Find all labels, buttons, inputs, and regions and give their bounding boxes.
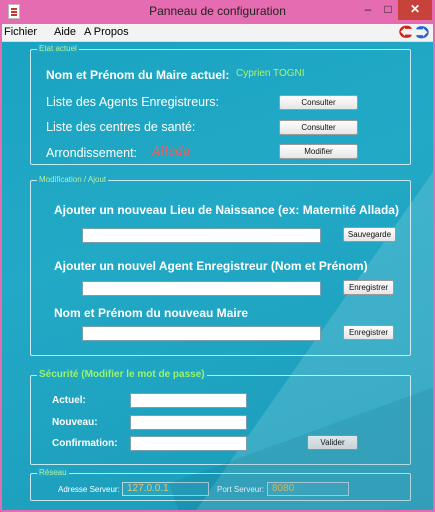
enregistrer-maire-button[interactable]: Enregistrer (343, 325, 394, 340)
arrow-left-icon[interactable]: ⮈ (399, 23, 412, 42)
sauvegarde-button[interactable]: Sauvegarde (343, 227, 396, 242)
arrow-right-icon[interactable]: ⮊ (416, 23, 429, 42)
maximize-button[interactable]: □ (384, 2, 392, 16)
menu-fichier[interactable]: Fichier (4, 26, 38, 38)
maire-actuel-label: Nom et Prénom du Maire actuel: (46, 68, 230, 82)
actuel-label: Actuel: (52, 395, 86, 406)
arrondissement-label: Arrondissement: (46, 146, 138, 160)
nouveau-maire-input[interactable] (82, 326, 321, 341)
minimize-button[interactable]: – (364, 2, 372, 16)
consulter-centres-button[interactable]: Consulter (279, 120, 358, 135)
confirmation-label: Confirmation: (52, 438, 118, 449)
menu-a-propos[interactable]: A Propos (84, 26, 129, 38)
menu-bar (2, 24, 433, 42)
lieu-label: Ajouter un nouveau Lieu de Naissance (ex: Maternité Allada) (54, 203, 399, 217)
adresse-serveur-value: 127.0.0.1 (122, 482, 209, 496)
modification-legend: Modification / Ajout (39, 175, 107, 184)
reseau-legend: Réseau (39, 468, 67, 477)
consulter-agents-button[interactable]: Consulter (279, 95, 358, 110)
agent-label: Ajouter un nouvel Agent Enregistreur (Nom et Prénom) (54, 259, 368, 273)
menu-aide[interactable]: Aide (54, 26, 77, 38)
etat-legend: Etat actuel (39, 44, 77, 53)
title-bar[interactable] (0, 0, 435, 24)
securite-legend: Sécurité (Modifier le mot de passe) (39, 369, 205, 380)
valider-button[interactable]: Valider (307, 435, 358, 450)
adresse-serveur-label: Adresse Serveur: (58, 485, 120, 494)
confirmation-input[interactable] (130, 436, 247, 451)
close-button[interactable]: ✕ (398, 0, 432, 20)
lieu-input[interactable] (82, 228, 321, 243)
port-serveur-label: Port Serveur: (217, 485, 265, 494)
client-area (2, 42, 433, 510)
nouveau-mot-de-passe-input[interactable] (130, 415, 247, 430)
enregistrer-agent-button[interactable]: Enregistrer (343, 280, 394, 295)
centres-label: Liste des centres de santé: (46, 120, 196, 134)
mot-de-passe-actuel-input[interactable] (130, 393, 247, 408)
maire-actuel-value: Cyprien TOGNI (236, 68, 305, 79)
agents-label: Liste des Agents Enregistreurs: (46, 95, 220, 109)
arrondissement-value: Allada (152, 144, 191, 158)
window-title: Panneau de configuration (149, 4, 286, 18)
nouveau-label: Nouveau: (52, 417, 98, 428)
agent-input[interactable] (82, 281, 321, 296)
port-serveur-value: 8080 (267, 482, 349, 496)
modifier-arrondissement-button[interactable]: Modifier (279, 144, 358, 159)
nouveau-maire-label: Nom et Prénom du nouveau Maire (54, 306, 249, 320)
